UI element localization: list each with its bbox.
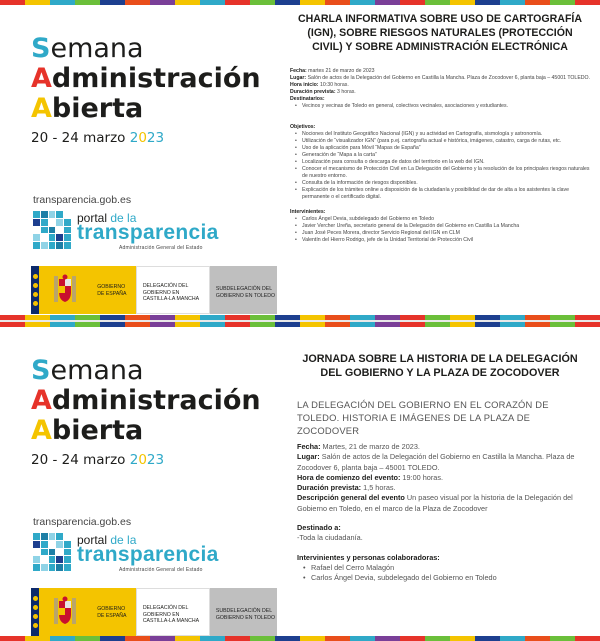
- mosaic-tile: [41, 234, 48, 241]
- gov-text: GOBIERNO: [97, 284, 126, 290]
- stripe-segment: [350, 0, 375, 5]
- mosaic-tile: [33, 211, 40, 218]
- brand-letter-a: A: [31, 385, 52, 416]
- mosaic-tile: [56, 242, 63, 249]
- intervinientes-list: [297, 563, 590, 584]
- portal-text: transparencia: [77, 221, 219, 244]
- event-panel-2: [0, 322, 600, 641]
- mosaic-tile: [41, 211, 48, 218]
- stripe-segment: [0, 0, 25, 5]
- mosaic-tile: [49, 549, 56, 556]
- mosaic-tile: [33, 242, 40, 249]
- mosaic-tile: [49, 533, 56, 540]
- gov-text: DELEGACIÓN DEL: [142, 605, 189, 611]
- info-label: Intervinientes:: [290, 209, 326, 216]
- stripe-segment: [50, 0, 75, 5]
- info-label: Lugar:: [297, 452, 320, 462]
- portal-text: portal: [77, 211, 111, 225]
- gov-text: SUBDELEGACIÓN DEL: [215, 608, 273, 614]
- mosaic-tile: [49, 242, 56, 249]
- stripe-segment: [550, 636, 575, 641]
- mosaic-tile: [64, 219, 71, 226]
- stripe-segment: [250, 636, 275, 641]
- stripe-segment: [75, 636, 100, 641]
- info-value: Salón de actos de la Delegación del Gobierno en Castilla la Mancha. Plaza de Zocodover 6, planta baja – 45001 TOLEDO.: [297, 452, 575, 472]
- info-value: Martes, 21 de marzo de 2023.: [320, 442, 420, 451]
- stripe-segment: [75, 0, 100, 5]
- brand-letter-a: A: [31, 63, 52, 94]
- stripe-segment: [250, 322, 275, 327]
- stripe-segment: [425, 0, 450, 5]
- year-part: 23: [146, 452, 165, 468]
- list-item: • Javier Vercher Ureña, secretario general de la Delegación del Gobierno en Castilla La Mancha: [302, 223, 590, 230]
- stripe-segment: [100, 636, 125, 641]
- brand-word-semana: emana: [50, 355, 144, 386]
- mosaic-tile: [56, 533, 63, 540]
- objetivos-list: [290, 131, 590, 200]
- event-title: JORNADA SOBRE LA HISTORIA DE LA DELEGACIÓN DEL GOBIERNO Y LA PLAZA DE ZOCODOVER: [302, 353, 578, 379]
- list-item: • Consulta de la información de riesgos disponibles.: [302, 180, 590, 187]
- stripe-segment: [200, 636, 225, 641]
- info-label: Destinatarios:: [290, 95, 325, 102]
- info-value: Salón de actos de la Delegación del Gobierno en Castilla la Mancha. Plaza de Zocodover 6, planta baja – 45001 TOLEDO.: [306, 74, 590, 81]
- mosaic-tile: [41, 541, 48, 548]
- star-icon: [33, 623, 38, 628]
- list-item: • Conocer el mecanismo de Protección Civil en La Delegación del Gobierno y la resolución de los principales riesgos naturales de nuestro entorno.: [302, 166, 590, 180]
- mosaic-tile: [64, 242, 71, 249]
- list-item: • Explicación de los trámites online a disposición de la ciudadanía y posibilidad de dar de alta a los asistentes la clave permanente o el certificado digital.: [302, 187, 590, 201]
- stripe-segment: [525, 322, 550, 327]
- mosaic-tile: [56, 556, 63, 563]
- mosaic-icon: [33, 533, 71, 571]
- event-info: [290, 68, 590, 244]
- coat-of-arms-icon: [51, 274, 79, 306]
- info-label: Duración prevista:: [297, 483, 362, 493]
- event-info: [290, 442, 590, 584]
- mosaic-tile: [41, 549, 48, 556]
- mosaic-tile: [33, 556, 40, 563]
- stripe-segment: [150, 636, 175, 641]
- portal-text: portal: [77, 533, 111, 547]
- stripe-segment: [400, 0, 425, 5]
- destinatarios-list: [290, 103, 590, 110]
- info-value: 10:30 horas.: [318, 81, 349, 88]
- dates-text: 20 - 24 marzo: [31, 130, 130, 146]
- stripe-segment: [475, 322, 500, 327]
- mosaic-tile: [56, 549, 63, 556]
- government-logo-bar: [31, 266, 277, 314]
- stripe-segment: [450, 0, 475, 5]
- mosaic-tile: [64, 533, 71, 540]
- mosaic-tile: [49, 211, 56, 218]
- brand-word-administracion: dministración: [51, 63, 261, 94]
- stripe-segment: [150, 0, 175, 5]
- brand-word-abierta: bierta: [51, 93, 144, 124]
- transparency-url[interactable]: transparencia.gob.es: [33, 516, 132, 528]
- year-part: 0: [138, 130, 147, 146]
- star-icon: [33, 283, 38, 288]
- info-label: Duración prevista:: [290, 88, 336, 95]
- stripe-segment: [475, 636, 500, 641]
- subdelegacion-logo: [210, 266, 277, 314]
- mosaic-tile: [41, 533, 48, 540]
- gov-text: DELEGACIÓN DEL: [142, 283, 189, 289]
- mosaic-tile: [56, 227, 63, 234]
- info-label: Fecha:: [290, 68, 307, 74]
- coat-of-arms-icon: [51, 596, 79, 628]
- government-logo-bar: [31, 588, 277, 636]
- brand-letter-a: A: [31, 415, 52, 446]
- stripe-segment: [550, 322, 575, 327]
- list-item: • Valentín del Hierro Rodrigo, jefe de la Unidad Territorial de Protección Civil: [302, 237, 590, 244]
- stripe-segment: [275, 636, 300, 641]
- stripe-segment: [325, 0, 350, 5]
- mosaic-tile: [41, 242, 48, 249]
- stripe-segment: [75, 322, 100, 327]
- info-label: Lugar:: [290, 74, 307, 81]
- info-value: Un paseo visual por la historia de la Delegación del Gobierno en Toledo, en el marco de la Plaza de Zocodover: [297, 493, 573, 513]
- stripe-segment: [325, 636, 350, 641]
- stripe-segment: [325, 322, 350, 327]
- mosaic-tile: [49, 227, 56, 234]
- stripe-segment: [225, 636, 250, 641]
- stripe-segment: [175, 636, 200, 641]
- stripe-segment: [175, 322, 200, 327]
- stripe-segment: [375, 0, 400, 5]
- stripe-segment: [275, 0, 300, 5]
- stripe-segment: [125, 322, 150, 327]
- info-label: Hora de comienzo del evento:: [297, 472, 401, 482]
- portal-transparencia-logo: [33, 211, 233, 251]
- list-item: • Vecinos y vecinas de Toledo en general, colectivos vecinales, asociaciones y estudiantes.: [302, 103, 590, 110]
- mosaic-tile: [56, 564, 63, 571]
- mosaic-tile: [56, 234, 63, 241]
- gov-text: CASTILLA-LA MANCHA: [142, 296, 200, 302]
- event-details-2: [290, 352, 590, 584]
- stripe-segment: [500, 0, 525, 5]
- mosaic-tile: [64, 211, 71, 218]
- stripe-segment: [50, 322, 75, 327]
- event-panel-1: [0, 0, 600, 320]
- gov-text: DE ESPAÑA: [97, 612, 127, 619]
- info-label: Descripción general del evento: [297, 493, 405, 503]
- stripe-segment: [225, 0, 250, 5]
- mosaic-tile: [41, 556, 48, 563]
- mosaic-tile: [56, 541, 63, 548]
- stripe-segment: [575, 322, 600, 327]
- info-label: Objetivos:: [290, 124, 316, 131]
- list-item: • Juan José Peces Morera, director Servicio Regional del IGN en CLM: [302, 230, 590, 237]
- dates-text: 20 - 24 marzo: [31, 452, 130, 468]
- stripe-segment: [250, 0, 275, 5]
- stripe-segment: [200, 0, 225, 5]
- gov-text: GOBIERNO EN: [142, 611, 180, 618]
- stripe-segment: [175, 0, 200, 5]
- stripe-segment: [575, 636, 600, 641]
- list-item: • Rafael del Cerro Malagón: [311, 563, 590, 573]
- stripe-segment: [200, 322, 225, 327]
- list-item: • Uso de la aplicación para Móvil “Mapas de España”: [302, 145, 590, 152]
- star-icon: [33, 301, 38, 306]
- color-stripe-bottom: [0, 636, 600, 641]
- eu-flag-icon: [31, 588, 39, 636]
- mosaic-tile: [64, 556, 71, 563]
- stripe-segment: [475, 0, 500, 5]
- brand-word-abierta: bierta: [51, 415, 144, 446]
- color-stripe-top: [0, 0, 600, 5]
- stripe-segment: [525, 636, 550, 641]
- stripe-segment: [25, 636, 50, 641]
- stripe-segment: [300, 0, 325, 5]
- stripe-segment: [400, 322, 425, 327]
- gobierno-espana-logo: [39, 266, 136, 314]
- mosaic-tile: [49, 541, 56, 548]
- gov-text: SUBDELEGACIÓN DEL: [215, 286, 273, 292]
- stripe-segment: [125, 636, 150, 641]
- portal-text: de la: [110, 211, 137, 225]
- transparency-url[interactable]: transparencia.gob.es: [33, 194, 132, 206]
- stripe-segment: [525, 0, 550, 5]
- stripe-segment: [300, 636, 325, 641]
- list-item: • Localización para consulta o descarga de datos del territorio en la web del IGN.: [302, 159, 590, 166]
- mosaic-tile: [56, 211, 63, 218]
- delegacion-logo: [136, 588, 210, 636]
- star-icon: [33, 274, 38, 279]
- info-value: 3 horas.: [335, 88, 356, 95]
- mosaic-tile: [49, 234, 56, 241]
- event-brand-title: [31, 356, 261, 446]
- star-icon: [33, 605, 38, 610]
- stripe-segment: [150, 322, 175, 327]
- stripe-segment: [400, 636, 425, 641]
- portal-text: Administración General del Estado: [119, 567, 203, 573]
- star-icon: [33, 292, 38, 297]
- stripe-segment: [425, 322, 450, 327]
- event-dates: [31, 130, 164, 146]
- portal-text: Administración General del Estado: [119, 245, 203, 251]
- star-icon: [33, 596, 38, 601]
- mosaic-tile: [33, 219, 40, 226]
- info-value: -Toda la ciudadanía.: [297, 533, 363, 543]
- info-label: Intervinientes y personas colaboradoras:: [297, 552, 440, 562]
- stripe-segment: [0, 322, 25, 327]
- stripe-segment: [350, 636, 375, 641]
- gov-text: GOBIERNO EN TOLEDO: [215, 292, 276, 299]
- gov-text: DE ESPAÑA: [97, 290, 127, 297]
- portal-text: transparencia: [77, 543, 219, 566]
- mosaic-tile: [33, 564, 40, 571]
- brand-word-administracion: dministración: [51, 385, 261, 416]
- event-details-1: [290, 12, 590, 244]
- intervinientes-list: [290, 216, 590, 244]
- event-dates: [31, 452, 164, 468]
- mosaic-tile: [33, 227, 40, 234]
- stripe-segment: [225, 322, 250, 327]
- year-part: 2: [129, 130, 139, 146]
- eu-flag-icon: [31, 266, 39, 314]
- mosaic-tile: [56, 219, 63, 226]
- stripe-segment: [275, 322, 300, 327]
- list-item: • Carlos Ángel Devia, subdelegado del Gobierno en Toledo: [302, 216, 590, 223]
- year-part: 23: [146, 130, 165, 146]
- stripe-segment: [575, 0, 600, 5]
- brand-letter-a: A: [31, 93, 52, 124]
- info-value: martes 21 de marzo de 2023: [306, 68, 375, 74]
- mosaic-tile: [49, 556, 56, 563]
- event-subtitle: LA DELEGACIÓN DEL GOBIERNO EN EL CORAZÓN DE TOLEDO. HISTORIA E IMÁGENES DE LA PLAZA DE ZOCODOVER: [297, 399, 549, 436]
- stripe-segment: [100, 322, 125, 327]
- event-title: CHARLA INFORMATIVA SOBRE USO DE CARTOGRAFÍA (IGN), SOBRE RIESGOS NATURALES (PROTECCIÓN CIVIL) Y SOBRE ADMINISTRACIÓN ELECTRÓNICA: [297, 13, 583, 53]
- info-label: Fecha:: [297, 442, 321, 451]
- stripe-segment: [500, 636, 525, 641]
- gov-text: GOBIERNO EN: [142, 289, 180, 296]
- mosaic-tile: [49, 564, 56, 571]
- year-part: 0: [138, 452, 147, 468]
- mosaic-tile: [64, 549, 71, 556]
- color-stripe-top: [0, 322, 600, 327]
- mosaic-tile: [33, 541, 40, 548]
- info-label: Destinado a:: [297, 523, 341, 533]
- list-item: • Generación de “Mapa a la carta”: [302, 152, 590, 159]
- gov-text: GOBIERNO: [97, 606, 126, 612]
- stripe-segment: [350, 322, 375, 327]
- info-value: 1,5 horas.: [361, 483, 396, 493]
- list-item: • Nociones del Instituto Geográfico Nacional (IGN) y su actividad en Cartografía, sismología y astronomía.: [302, 131, 590, 138]
- stripe-segment: [0, 636, 25, 641]
- mosaic-tile: [33, 549, 40, 556]
- gov-text: CASTILLA-LA MANCHA: [142, 618, 200, 624]
- stripe-segment: [25, 322, 50, 327]
- stripe-segment: [550, 0, 575, 5]
- event-brand-title: [31, 34, 261, 124]
- stripe-segment: [500, 322, 525, 327]
- info-label: Hora inicio:: [290, 81, 319, 88]
- mosaic-icon: [33, 211, 71, 249]
- stripe-segment: [300, 322, 325, 327]
- brand-word-semana: emana: [50, 33, 144, 64]
- stripe-segment: [50, 636, 75, 641]
- stripe-segment: [125, 0, 150, 5]
- stripe-segment: [425, 636, 450, 641]
- mosaic-tile: [64, 541, 71, 548]
- mosaic-tile: [49, 219, 56, 226]
- stripe-segment: [375, 322, 400, 327]
- stripe-segment: [450, 636, 475, 641]
- year-part: 2: [129, 452, 139, 468]
- mosaic-tile: [64, 227, 71, 234]
- stripe-segment: [450, 322, 475, 327]
- gobierno-espana-logo: [39, 588, 136, 636]
- mosaic-tile: [33, 533, 40, 540]
- list-item: • Utilización de “visualizador IGN” (para p.ej. cartografía actual e histórica, imágenes, catastro, carga de rutas, etc.: [302, 138, 590, 145]
- list-item: • Carlos Ángel Devia, subdelegado del Gobierno en Toledo: [311, 573, 590, 583]
- stripe-segment: [25, 0, 50, 5]
- brand-letter-s: S: [31, 33, 51, 64]
- mosaic-tile: [41, 219, 48, 226]
- info-value: 19:00 horas.: [400, 472, 444, 482]
- mosaic-tile: [41, 564, 48, 571]
- mosaic-tile: [64, 234, 71, 241]
- mosaic-tile: [41, 227, 48, 234]
- stripe-segment: [100, 0, 125, 5]
- portal-text: de la: [110, 533, 137, 547]
- branding-column: [0, 8, 286, 308]
- branding-column: [0, 330, 286, 630]
- mosaic-tile: [64, 564, 71, 571]
- star-icon: [33, 614, 38, 619]
- mosaic-tile: [33, 234, 40, 241]
- brand-letter-s: S: [31, 355, 51, 386]
- stripe-segment: [375, 636, 400, 641]
- gov-text: GOBIERNO EN TOLEDO: [215, 614, 276, 621]
- subdelegacion-logo: [210, 588, 277, 636]
- delegacion-logo: [136, 266, 210, 314]
- portal-transparencia-logo: [33, 533, 233, 573]
